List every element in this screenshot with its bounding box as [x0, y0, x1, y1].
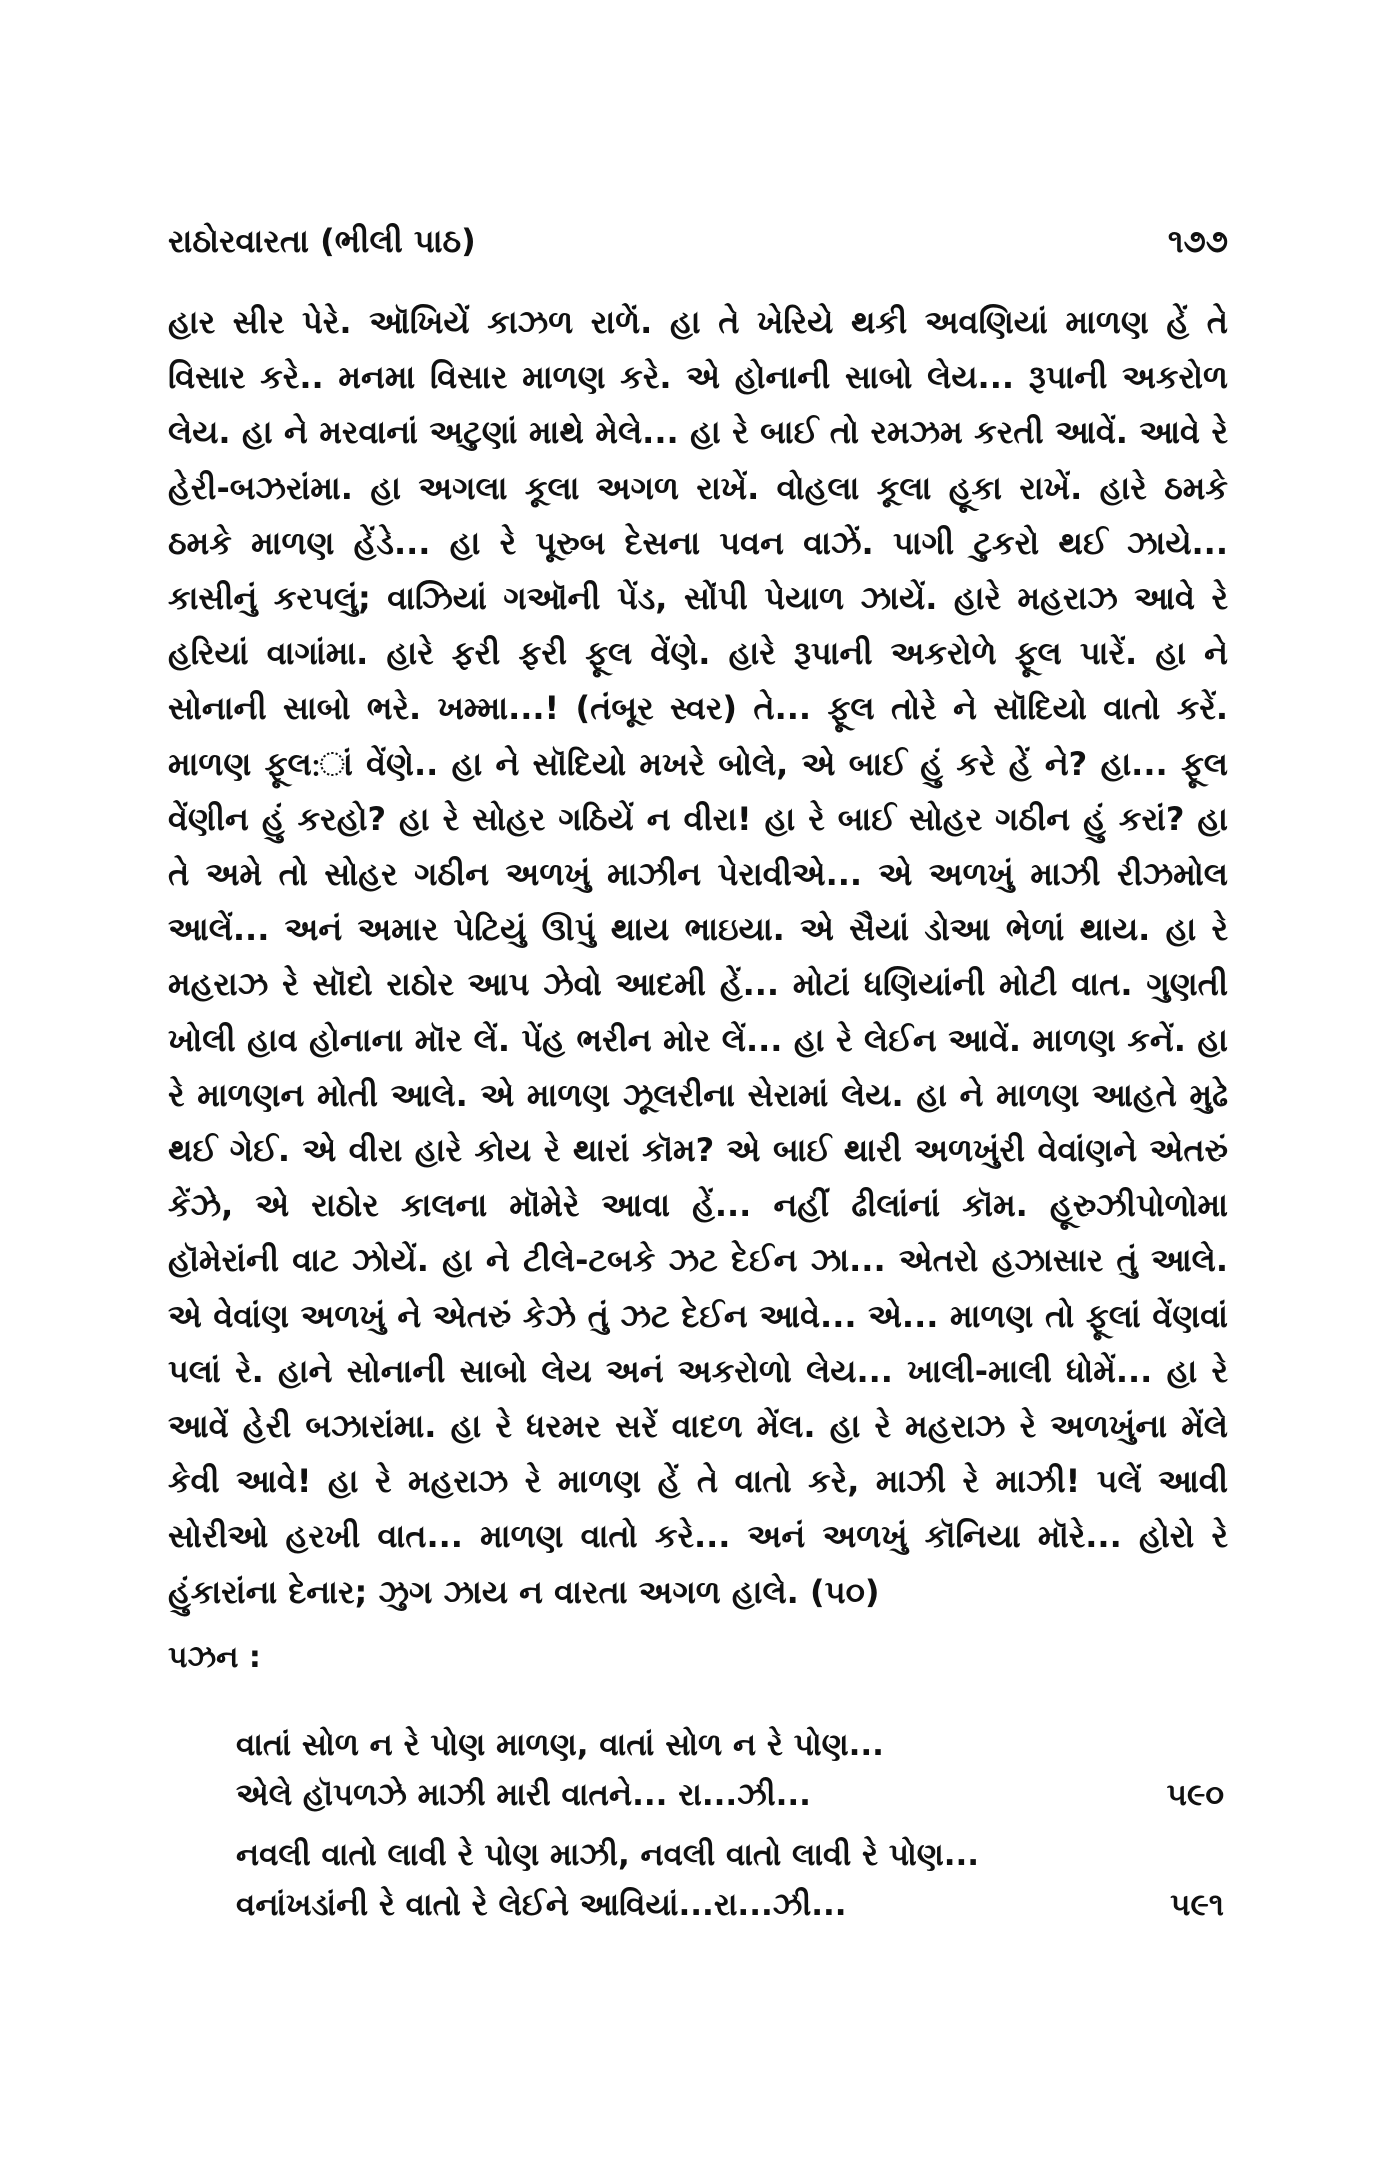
verse-number: ૫૯૧ — [1170, 1887, 1224, 1923]
verse-text: એલે હૉપળઝે માઝી મારી વાતને... રા...ઝી... — [236, 1777, 811, 1813]
body-paragraph: હાર સીર પેરે. ઑખિયેં કાઝળ રાળેં. હા તે ખેરિયે થકી અવણિયાં માળણ હેં તે વિસાર કરે.. મનમા વિસાર માળણ કરે. એ હોનાની સાબો લેય... રૂપાની અકરોળ લેય. હા ને મરવાનાં અટુણાં માથે મેલે... હા રે બાઈ તો રમઝમ કરતી આવેં. આવે રે હેરી-બઝરાંમા. હા અગલા કૂલા અગળ રાખેં. વોહલા કૂલા હૂકા રાખેં. હારે ઠમકે ઠમકે માળણ હેંડે... હા રે પૂરુબ દેસના પવન વાઝેં. પાગી ટુકરો થઈ ઝાયે... કાસીનું કરપલું; વાઝિયાં ગઑની પેંડ, સોંપી પેયાળ ઝાયેં. હારે મહરાઝ આવે રે હરિયાં વાગાંમા. હારે ફરી ફરી ફૂલ વેંણે. હારે રૂપાની અકરોળે ફૂલ પારેં. હા ને સોનાની સાબો ભરે. ખમ્મા...! (તંબૂર સ્વર) તે... ફૂલ તોરે ને સૉદિયો વાતો કરેં. માળણ ફૂલ:ાં વેંણે.. હા ને સૉદિયો મખરે બોલે, એ બાઈ હું કરે હેં ને? હા... ફૂલ વેંણીન હું કરહો? હા રે સોહર ગઠિયેં ન વીરા! હા રે બાઈ સોહર ગઠીન હું કરાં? હા તે અમે તો સોહર ગઠીન અળખું માઝીન પેરાવીએ... એ અળખું માઝી રીઝમોલ આલેં... અનં અમાર પેટિયું ઊપું થાય ભાઇયા. એ સૈયાં ડોઆ ભેળાં થાય. હા રે મહરાઝ રે સૉદો રાઠોર આપ ઝેવો આદમી હેં... મોટાં ધણિયાંની મોટી વાત. ગુણતી ખોલી હાવ હોનાના મૉર લેં. પેંહ ભરીન મોર લેં... હા રે લેઈન આવેં. માળણ કનેં. હા રે માળણન મોતી આલે. એ માળણ ઝૂલરીના સેરામાં લેય. હા ને માળણ આહતે મુઢે થઈ ગેઈ. એ વીરા હારે કોય રે થારાં કૉમ? એ બાઈ થારી અળખુંરી વેવાંણને એતરું કેંઝે, એ રાઠોર કાલના મૉમેરે આવા હેં... નહીં ઢીલાંનાં કૉમ. હૂરુઝીપોળોમા હૉમેરાંની વાટ ઝોયેં. હા ને ટીલે-ટબકે ઝટ દેઈન ઝા... એતરો હઝાસાર તું આલે. એ વેવાંણ અળખું ને એતરું કેઝે તું ઝટ દેઈન આવે... એ... માળણ તો ફૂલાં વેંણવાં પલાં રે. હાને સોનાની સાબો લેય અનં અકરોળો લેય... ખાલી-માલી ધોમેં... હા રે આવેં હેરી બઝારાંમા. હા રે ધરમર સરેં વાદળ મેંલ. હા રે મહરાઝ રે અળખુંના મેંલે કેવી આવે! હા રે મહરાઝ રે માળણ હેં તે વાતો કરે, માઝી રે માઝી! પલેં આવી સોરીઓ હરખી વાત... માળણ વાતો કરે... અનં અળખું કૉનિયા મૉરે... હોરો રે હુંકારાંના દેનાર; ઝુગ ઝાય ન વારતા અગળ હાલે. (૫૦) — [168, 303, 1228, 1611]
verse-line — [236, 1880, 1226, 1930]
verse-text: વાતાં સોળ ન રે પોણ માળણ, વાતાં સોળ ન રે પોણ... — [236, 1727, 884, 1763]
verse-text: નવલી વાતો લાવી રે પોણ માઝી, નવલી વાતો લાવી રે પોણ... — [236, 1837, 980, 1873]
section-label: પઝન : — [168, 1640, 261, 1675]
verse-line — [236, 1720, 1226, 1770]
verse-text: વનાંખડાંની રે વાતો રે લેઈને આવિયાં...રા...ઝી... — [236, 1887, 847, 1923]
verse-line — [236, 1770, 1226, 1820]
page-number: ૧૭૭ — [1167, 222, 1228, 260]
verse-group — [236, 1830, 1226, 1930]
page-title: રાઠોરવારતા (ભીલી પાઠ) — [168, 222, 476, 260]
verse-number: ૫૯૦ — [1166, 1777, 1224, 1813]
running-head — [168, 222, 1228, 261]
body-text — [168, 295, 1228, 1620]
verse-line — [236, 1830, 1226, 1880]
verse-group — [236, 1720, 1226, 1820]
